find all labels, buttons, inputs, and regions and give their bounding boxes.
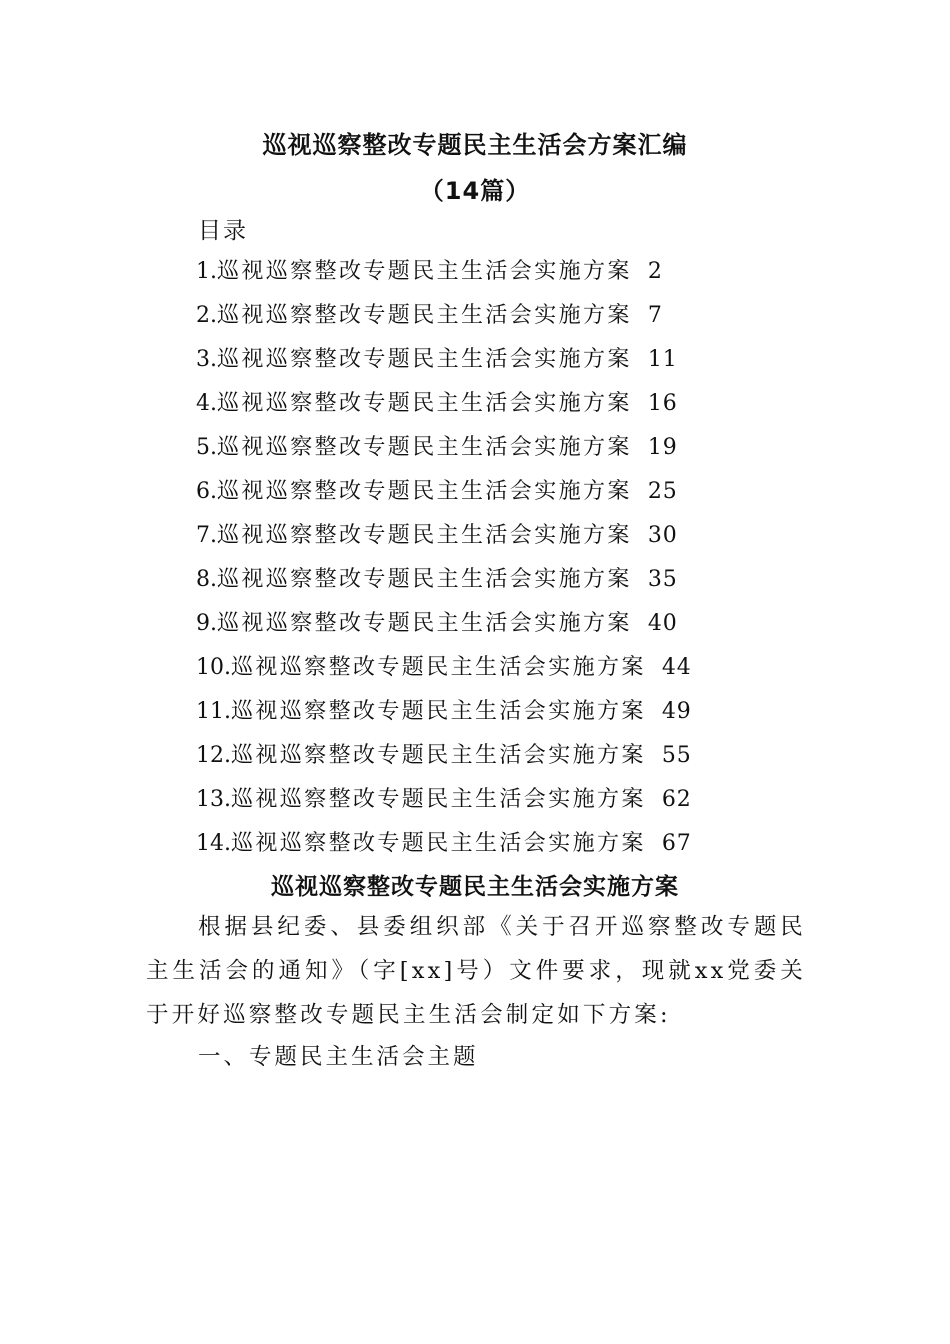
- toc-item-number: 2.: [196, 303, 217, 328]
- toc-item-page: 55: [661, 743, 692, 768]
- toc-item-number: 9.: [196, 611, 217, 636]
- toc-item[interactable]: [196, 690, 756, 734]
- toc-item-page: 16: [647, 391, 678, 416]
- toc-item[interactable]: [196, 250, 756, 294]
- toc-item-page: 2: [647, 259, 663, 284]
- toc-item-page: 19: [647, 435, 678, 460]
- toc-item-page: 62: [661, 787, 692, 812]
- toc-item[interactable]: [196, 426, 756, 470]
- toc-item-number: 12.: [196, 743, 231, 768]
- toc-item[interactable]: [196, 602, 756, 646]
- toc-item[interactable]: [196, 338, 756, 382]
- toc-item-title: 巡视巡察整改专题民主生活会实施方案: [231, 831, 646, 856]
- toc-item-title: 巡视巡察整改专题民主生活会实施方案: [217, 523, 632, 548]
- toc-item-number: 4.: [196, 391, 217, 416]
- sub-heading: 一、专题民主生活会主题: [198, 1044, 479, 1070]
- toc-item-number: 13.: [196, 787, 231, 812]
- toc-item[interactable]: [196, 470, 756, 514]
- toc-item-page: 44: [661, 655, 692, 680]
- toc-item[interactable]: [196, 734, 756, 778]
- toc-item-number: 8.: [196, 567, 217, 592]
- toc-item-page: 7: [647, 303, 663, 328]
- toc-item-number: 10.: [196, 655, 231, 680]
- toc-item-page: 49: [661, 699, 692, 724]
- toc-item-page: 40: [647, 611, 678, 636]
- table-of-contents: [196, 250, 756, 866]
- document-title: 巡视巡察整改专题民主生活会方案汇编: [262, 131, 688, 159]
- toc-item-title: 巡视巡察整改专题民主生活会实施方案: [217, 435, 632, 460]
- toc-item[interactable]: [196, 778, 756, 822]
- toc-item[interactable]: [196, 514, 756, 558]
- toc-item-number: 11.: [196, 699, 231, 724]
- toc-item-title: 巡视巡察整改专题民主生活会实施方案: [217, 611, 632, 636]
- toc-item[interactable]: [196, 558, 756, 602]
- toc-item-number: 14.: [196, 831, 231, 856]
- toc-heading: 目录: [198, 218, 248, 244]
- section-title: 巡视巡察整改专题民主生活会实施方案: [271, 874, 679, 900]
- toc-item-title: 巡视巡察整改专题民主生活会实施方案: [231, 743, 646, 768]
- toc-item-number: 1.: [196, 259, 217, 284]
- toc-item-number: 3.: [196, 347, 217, 372]
- toc-item-title: 巡视巡察整改专题民主生活会实施方案: [217, 391, 632, 416]
- toc-item-page: 67: [661, 831, 692, 856]
- toc-item-number: 6.: [196, 479, 217, 504]
- toc-item[interactable]: [196, 382, 756, 426]
- toc-item-page: 25: [647, 479, 678, 504]
- toc-item-title: 巡视巡察整改专题民主生活会实施方案: [217, 567, 632, 592]
- toc-item-title: 巡视巡察整改专题民主生活会实施方案: [231, 699, 646, 724]
- toc-item-number: 5.: [196, 435, 217, 460]
- toc-item-title: 巡视巡察整改专题民主生活会实施方案: [231, 655, 646, 680]
- toc-item-title: 巡视巡察整改专题民主生活会实施方案: [217, 479, 632, 504]
- toc-item[interactable]: [196, 646, 756, 690]
- toc-item-title: 巡视巡察整改专题民主生活会实施方案: [217, 347, 632, 372]
- body-paragraph: 根据县纪委、县委组织部《关于召开巡察整改专题民主生活会的通知》（字[xx]号）文件要求，现就xx党委关于开好巡察整改专题民主生活会制定如下方案:: [146, 914, 806, 1028]
- toc-item-page: 11: [647, 347, 678, 372]
- toc-item-page: 35: [647, 567, 678, 592]
- toc-item-title: 巡视巡察整改专题民主生活会实施方案: [231, 787, 646, 812]
- toc-item-title: 巡视巡察整改专题民主生活会实施方案: [217, 259, 632, 284]
- toc-item[interactable]: [196, 822, 756, 866]
- toc-item-number: 7.: [196, 523, 217, 548]
- toc-item[interactable]: [196, 294, 756, 338]
- toc-item-title: 巡视巡察整改专题民主生活会实施方案: [217, 303, 632, 328]
- toc-item-page: 30: [647, 523, 678, 548]
- document-count-label: （14篇）: [419, 177, 531, 205]
